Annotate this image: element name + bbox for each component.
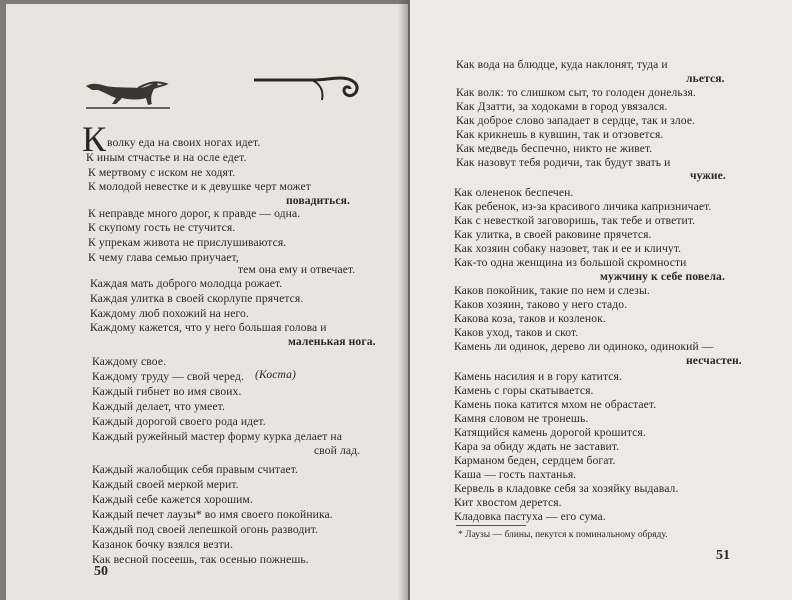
- proverb-line: Как крикнешь в кувшин, так и отзовется.: [456, 128, 664, 141]
- proverb-continuation: повадиться.: [286, 194, 351, 207]
- proverb-line: Как вода на блюдце, куда наклонят, туда и: [456, 58, 668, 71]
- proverb-line: Карманом беден, сердцем богат.: [454, 454, 616, 467]
- proverb-line: Как хозяин собаку назовет, так и ее и кличут.: [454, 242, 682, 255]
- proverb-line: Каков покойник, такие по нем и слезы.: [454, 284, 650, 297]
- proverb-line: К чему глава семью приучает,: [88, 251, 239, 264]
- proverb-line: Как ребенок, из-за красивого личика капризничает.: [454, 200, 712, 213]
- proverb-line: К мертвому с иском не ходят.: [88, 166, 236, 179]
- proverb-line: Как волк: то слишком сыт, то голоден донельзя.: [456, 86, 696, 99]
- proverb-line: Каждому люб похожий на него.: [90, 307, 249, 320]
- proverb-line: Каждый ружейный мастер форму курка делает на: [92, 430, 342, 443]
- proverb-line: Какова коза, таков и козленок.: [454, 312, 606, 325]
- proverb-line: Как медведь беспечно, никто не живет.: [456, 142, 653, 155]
- proverb-line: Казанок бочку взялся везти.: [92, 538, 234, 551]
- proverb-line: Каждая мать доброго молодца рожает.: [90, 277, 283, 290]
- proverb-line: Камень с горы скатывается.: [454, 384, 594, 397]
- proverb-line: Как олененок беспечен.: [454, 186, 574, 199]
- proverb-line: Как доброе слово западает в сердце, так и злое.: [456, 114, 696, 127]
- proverb-line: Как-то одна женщина из большой скромности: [454, 256, 687, 269]
- proverb-continuation: льется.: [686, 72, 725, 85]
- proverb-line: Кладовка пастуха — его сума.: [454, 510, 606, 523]
- proverb-line: Каждый жалобщик себя правым считает.: [92, 463, 298, 476]
- proverb-line: Как улитка, в своей раковине прячется.: [454, 228, 652, 241]
- page-number: 51: [716, 548, 730, 563]
- proverb-line: К упрекам живота не прислушиваются.: [88, 236, 287, 249]
- proverb-line: Камень пока катится мхом не обрастает.: [454, 398, 657, 411]
- proverb-continuation: несчастен.: [686, 354, 742, 367]
- proverb-line: Кервель в кладовке себя за хозяйку выдавал.: [454, 482, 679, 495]
- right-page: [410, 0, 792, 600]
- proverb-line: Каша — гость пахтанья.: [454, 468, 577, 481]
- proverb-line: К скупому гость не стучится.: [88, 221, 236, 234]
- proverb-line: Каждый печет лаузы* во имя своего покойника.: [92, 508, 333, 521]
- proverb-line: Каждому кажется, что у него большая голова и: [90, 321, 327, 334]
- proverb-line: К иным стчастье и на осле едет.: [86, 151, 247, 164]
- footnote-rule: [456, 525, 526, 526]
- left-page: [6, 4, 408, 600]
- proverb-line: Камня словом не тронешь.: [454, 412, 589, 425]
- proverb-line: Каждому труду — свой черед.: [92, 370, 244, 383]
- page-number: 50: [94, 564, 108, 579]
- proverb-line: Кит хвостом дерется.: [454, 496, 562, 509]
- proverb-line: К молодой невестке и к девушке черт может: [88, 180, 311, 193]
- proverb-continuation: тем она ему и отвечает.: [238, 263, 356, 276]
- proverb-line: волку еда на своих ногах идет.: [107, 136, 261, 149]
- proverb-line: Каждая улитка в своей скорлупе прячется.: [90, 292, 304, 305]
- proverb-line: Как назовут тебя родичи, так будут звать и: [456, 156, 671, 169]
- proverb-line: Каждый делает, что умеет.: [92, 400, 225, 413]
- proverb-line: Кара за обиду ждать не заставит.: [454, 440, 620, 453]
- author-annotation: (Коста): [255, 368, 296, 381]
- proverb-continuation: маленькая нога.: [288, 335, 376, 348]
- proverb-line: Камень насилия и в гору катится.: [454, 370, 622, 383]
- proverb-line: Как весной посеешь, так осенью пожнешь.: [92, 553, 309, 566]
- dog-illustration: [82, 76, 174, 112]
- proverb-line: Катящийся камень дорогой крошится.: [454, 426, 646, 439]
- proverb-line: Каждый под своей лепешкой огонь разводит.: [92, 523, 318, 536]
- proverb-line: Каждый дорогой своего рода идет.: [92, 415, 266, 428]
- footnote: * Лаузы — блины, пекутся к поминальному обряду.: [458, 530, 668, 540]
- ornament-flourish: [252, 74, 364, 104]
- proverb-line: Как Дзатти, за ходоками в город увязался.: [456, 100, 668, 113]
- proverb-line: Каждый своей меркой мерит.: [92, 478, 239, 491]
- proverb-line: Камень ли одинок, дерево ли одиноко, одинокий —: [454, 340, 714, 353]
- proverb-continuation: мужчину к себе повела.: [600, 270, 725, 283]
- proverb-line: Каков хозяин, таково у него стадо.: [454, 298, 628, 311]
- drop-cap: К: [82, 119, 107, 159]
- proverb-line: К неправде много дорог, к правде — одна.: [88, 207, 301, 220]
- proverb-line: Каков уход, таков и скот.: [454, 326, 579, 339]
- proverb-continuation: чужие.: [690, 169, 726, 182]
- proverb-line: Каждый себе кажется хорошим.: [92, 493, 253, 506]
- proverb-line: Каждому свое.: [92, 355, 167, 368]
- proverb-continuation: свой лад.: [314, 444, 361, 457]
- proverb-line: Каждый гибнет во имя своих.: [92, 385, 242, 398]
- proverb-line: Как с невесткой заговоришь, так тебе и ответит.: [454, 214, 696, 227]
